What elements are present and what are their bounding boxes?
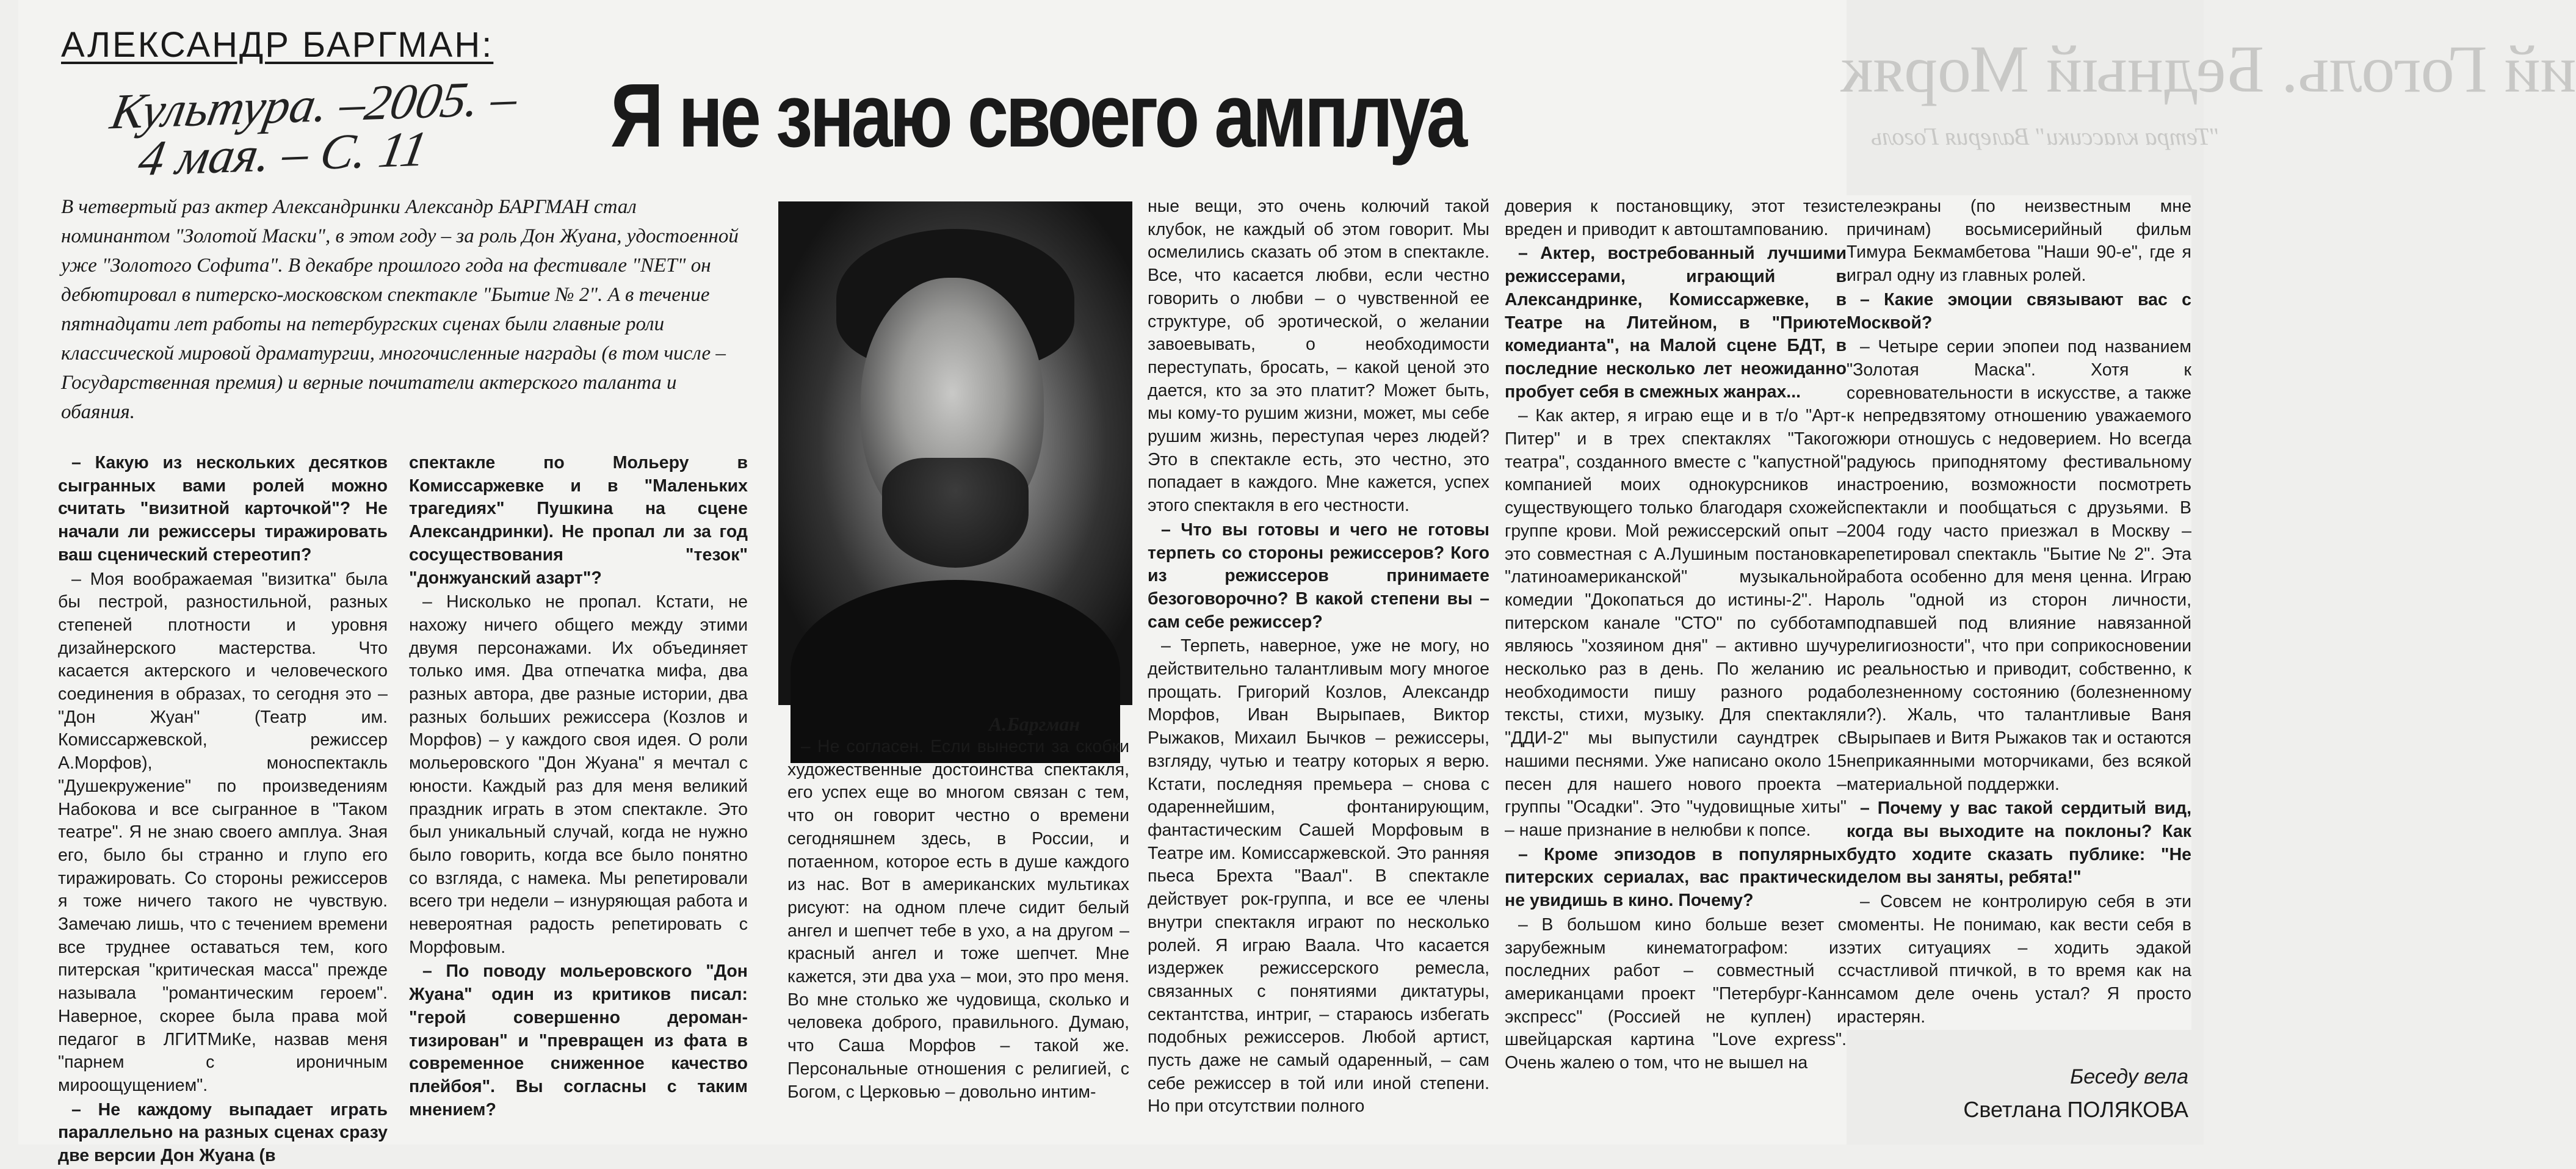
kicker: АЛЕКСАНДР БАРГМАН: bbox=[61, 25, 494, 65]
interview-answer: – Совсем не контролирую себя в эти моменты. Не понимаю, как вести себя в этих ситуациях – ходить эдакой счастливой птичкой, в то время как на самом деле очень устал? Я просто растерян. bbox=[1847, 892, 2191, 1027]
headline: Я не знаю своего амплуа bbox=[610, 65, 1465, 166]
adjacent-clipping-header: ий Гоголь. Бедный Моряк bbox=[1840, 32, 2576, 106]
interview-answer: – Как актер, я играю еще и в т/о "Арт-Питер" и в трех спектаклях "Такого театра", созданного вместе с "капустной" компанией моих однокурсников и существующего только благодаря схожей группе крови. Мой режиссерский опыт – это совместная с А.Лушиным постановка "латиноамериканской" музыкальной комедии "Докопаться до истины-2". На питерском канале "СТО" по субботам являюсь "хозяином дня" – активно шучу несколько раз в день. По желанию и необходимости пишу разного рода тексты, стихи, музыку. Для спектакля "ДДИ-2" мы выпустили саундтрек с нашими песнями. Уже написано около 15 песен для нашего нового проекта – группы "Осадки". Это "чудовищные хиты" – наше признание в нелюбви к попсе. bbox=[1505, 406, 1847, 840]
interview-answer: доверия к постановщику, этот тезис вреден и приводит к автоштампованию. bbox=[1505, 197, 1847, 239]
interview-answer: телеэкраны (по неизвестным мне причинам) восьмисерийный фильм Тимура Бекмамбетова "Наши 90-е", где я играл одну из главных ролей. bbox=[1847, 197, 2191, 286]
interview-question: – Не каждому выпадает играть параллельно на разных сценах сразу две версии Дон Жуана (в bbox=[58, 1099, 388, 1166]
lead-paragraph: В четвертый раз актер Александринки Александр БАРГМАН стал номинантом "Золотой Маски", в этом году – за роль Дон Жуана, удостоенной уже "Золотого Софита". В декабре прошлого года на фестивале "NET" он дебютировал в питерско-московском спектакле "Бытие № 2". А в течение пятнадцати лет работы на петербургских сценах были главные роли классической мировой драматургии, многочисленные награды (в том числе – Государственная премия) и верные почитатели актерского таланта и обаяния. bbox=[61, 196, 739, 423]
photo-caption: А.Баргман bbox=[989, 713, 1080, 735]
interview-question: – Какую из нескольких десятков сыгранных вами ролей можно считать "визитной карточкой"? Не начали ли режиссеры тиражировать ваш сценический стереотип? bbox=[58, 453, 388, 565]
interview-question: – По поводу мольеровского "Дон Жуана" один из критиков писал: "герой совершенно дероман-тизирован" и "превращен из фата в современное сниженное качество плейбоя". Вы согласны с таким мнением? bbox=[409, 961, 748, 1120]
column-4 bbox=[1148, 195, 1489, 1120]
interview-question: – Что вы готовы и чего не готовы терпеть со стороны режиссеров? Кого из режиссеров принимаете безоговорочно? В какой степени вы – сам себе режиссер? bbox=[1148, 519, 1489, 632]
interview-question: – Почему у вас такой сердитый вид, когда вы выходите на поклоны? Как будто ходите сказать публике: "Не делом вы заняты, ребята!" bbox=[1847, 798, 2191, 888]
column-5 bbox=[1505, 195, 1847, 1076]
column-6 bbox=[1847, 195, 2191, 1030]
interview-question: – Актер, востребованный лучшими режиссерами, играющий в Александринке, Комиссаржевке, в Театре на Литейном, в "Приюте комедианта", на Малой сцене БДТ, в последние несколько лет неожиданно пробует себя в смежных жанрах... bbox=[1505, 244, 1847, 402]
column-2 bbox=[409, 452, 748, 1123]
interview-answer: – Нисколько не пропал. Кстати, не нахожу ничего общего между этими двумя персонажами. Их объединяет только имя. Два отпечатка мифа, два разных автора, две разные истории, два разных больших режиссера (Козлов и Морфов) – у каждого своя идея. О роли мольеровского "Дон Жуана" я мечтал с юности. Каждый раз для меня великий праздник играть в этом спектакле. Это был уникальный случай, когда не нужно было говорить, когда все было понятно со взгляда, с намека. Мы репетировали всего три недели – изнуряющая работа и невероятная радость репетировать с Морфовым. bbox=[409, 592, 748, 957]
signature-line2: Светлана ПОЛЯКОВА bbox=[1963, 1097, 2188, 1122]
portrait-photo bbox=[778, 201, 1132, 705]
interview-question: – Какие эмоции связывают вас с Москвой? bbox=[1847, 289, 2191, 333]
column-1 bbox=[58, 452, 388, 1169]
interview-answer: – В большом кино больше везет с зарубежным кинематографом: из последних работ – совместный с американцами проект "Петербург-Канн экспресс" (Россией не куплен) и швейцарская картина "Love express". Очень жалею о том, что не вышел на bbox=[1505, 914, 1847, 1073]
signature-line1: Беседу вела bbox=[2070, 1065, 2188, 1088]
interview-answer: – Терпеть, наверное, уже не могу, но действительно талантливым могу многое прощать. Григорий Козлов, Александр Морфов, Иван Вырыпаев, Виктор Рыжаков, Михаил Бычков – режиссеры, взгляду, чутью и театру которых я верю. Кстати, последняя премьера – снова с одареннейшим, фонтанирующим, фантастическим Сашей Морфовым в Театре им. Комиссаржевской. Это ранняя пьеса Брехта "Ваал". В спектакле действует рок-группа, и все ее члены внутри спектакля играют по несколько ролей. Я играю Ваала. Что касается издержек режиссерского ремесла, связанных с понятиями диктатуры, сектантства, интриг, – стараюсь избегать подобных режиссеров. Любой артист, пусть даже не самый одаренный, – сам себе режиссер в той или иной степени. Но при отсутствии полного bbox=[1148, 636, 1489, 1117]
handwritten-note-line2: 4 мая. – С. 11 bbox=[134, 120, 432, 187]
interview-answer: ные вещи, это очень колючий такой клубок, не каждый об этом говорит. Мы осмелились сказать об этом в спектакле. Все, что касается любви, если честно говорить о любви – о чувственной ее структуре, об эротической, о желании завоевывать, о необходимости переступать, бросать, – какой ценой это дается, кто за это платит? Может быть, мы кому-то рушим жизни, может, мы себе рушим жизнь, переступая через людей? Это в спектакле есть, это честно, это попадает в каждого. Мне кажется, успех этого спектакля в его честности. bbox=[1148, 197, 1489, 516]
signature-block bbox=[1847, 1065, 2188, 1138]
interview-answer: – Моя воображаемая "визитка" была бы пестрой, разностильной, разных степеней плотности и уровня дизайнерского мастерства. Что касается актерского и человеческого соединения в образах, то сегодня это – "Дон Жуан" (Театр им. Комиссаржевской, режиссер А.Морфов), моноспектакль "Душекружение" по произведениям Набокова и все сыгранное в "Таком театре". Я не знаю своего амплуа. Зная его, было бы странно и глупо его тиражировать. Со стороны режиссеров я тоже ничего такого не чувствую. Замечаю лишь, что с течением времени все труднее оставаться тем, кого питерская "критическая масса" прежде называла "романтическим героем". Наверное, скорее была права мой педагог в ЛГИТМиКе, назвав меня "парнем с ироничным мироощущением". bbox=[58, 569, 388, 1095]
photo-beard bbox=[882, 458, 1029, 568]
column-3 bbox=[787, 736, 1129, 1105]
interview-question: – Кроме эпизодов в популярных питерских сериалах, вас практически не увидишь в кино. Почему? bbox=[1505, 844, 1847, 911]
adjacent-clipping-subheader: "Тетра классики" Валерия Гоголь bbox=[1871, 123, 2221, 150]
interview-answer: – Четыре серии эпопеи под названием "Золотая Маска". Хотя к соревновательности в искусстве, а также к непредвзятому отношению уважаемого жюри отношусь с недоверием. Но всегда радуюсь приподнятому фестивальному настроению, возможности посмотреть спектакли и пообщаться с друзьями. В 2004 году часто приезжал в Москву – репетировал спектакль "Бытие № 2". Эта работа особенно для меня ценна. Играю роль "одной из сторон личности, подпавшей под влияние навязанной религиозности", что при соприкосновении с реальностью и приводит, собственно, к болезненному состоянию (болезненному ли?). Жаль, что талантливые Ваня Вырыпаев и Витя Рыжаков так и остаются неприкаянными моторчиками, без всякой материальной поддержки. bbox=[1847, 337, 2191, 794]
handwritten-note-line1: Культура. –2005. – bbox=[106, 70, 523, 140]
interview-answer: – Не согласен. Если вынести за скобки художественные достоинства спектакля, его успех еще во многом связан с тем, что он говорит честно о времени сегодняшнем здесь, в России, и потаенном, которое есть в душе каждого из нас. Вот в американских мультиках рисуют: на одном плече сидит белый ангел и шепчет тебе в ухо, а на другом – красный ангел и тоже шепчет. Мне кажется, эти два уха – мои, это про меня. Во мне столько же чудовища, сколько и человека доброго, правильного. Думаю, что Саша Морфов – такой же. Персональные отношения с религией, с Богом, с Церковью – довольно интим- bbox=[787, 737, 1129, 1102]
interview-question: спектакле по Мольеру в Комиссаржевке и в "Маленьких трагедиях" Пушкина на сцене Александринки). Не пропал ли за год сосуществования "тезок" "донжуанский азарт"? bbox=[409, 453, 748, 588]
